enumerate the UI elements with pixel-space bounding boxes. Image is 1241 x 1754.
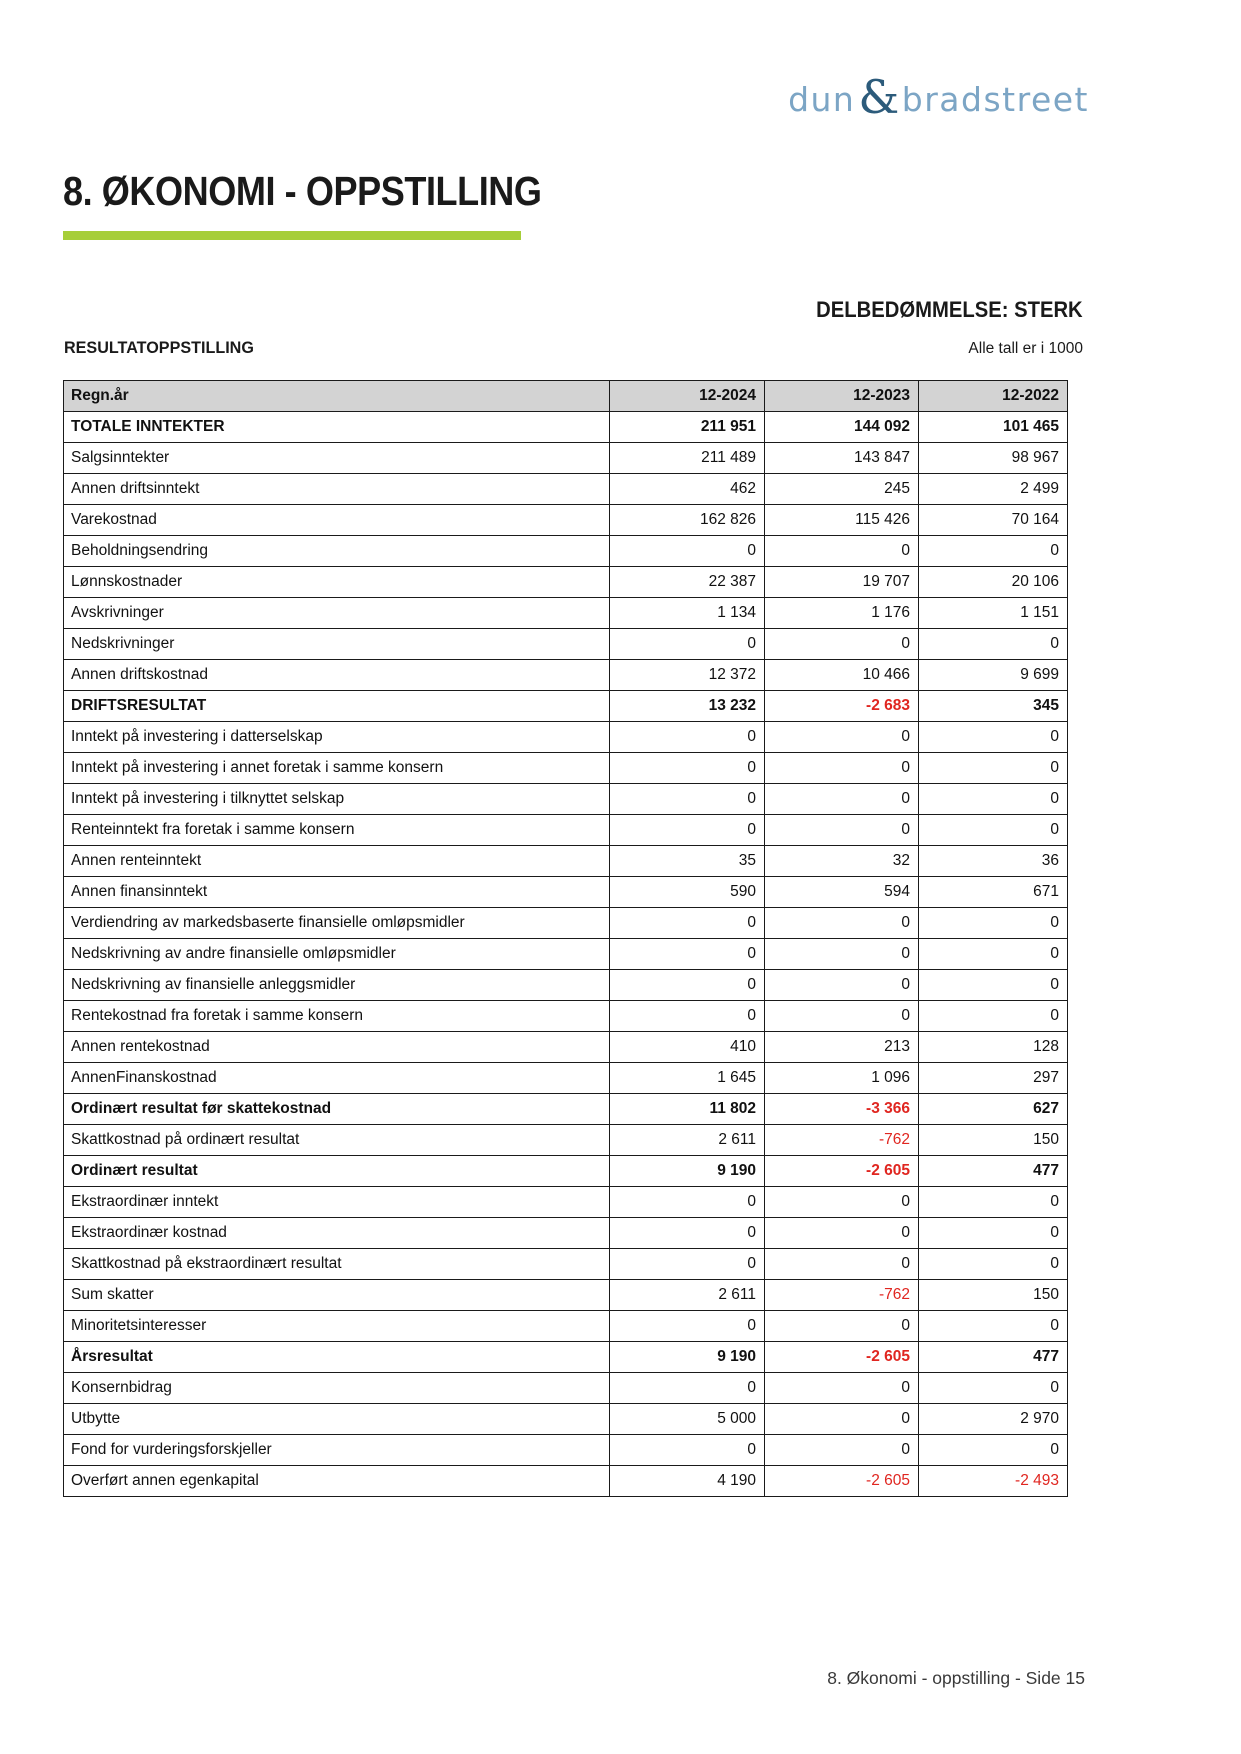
row-label: Avskrivninger [64,598,610,629]
row-label: Annen driftsinntekt [64,474,610,505]
row-value: 2 499 [919,474,1068,505]
row-value: 462 [610,474,765,505]
row-value: 144 092 [765,412,919,443]
row-value: 0 [919,1249,1068,1280]
row-value: 0 [919,722,1068,753]
page-title: 8. ØKONOMI - OPPSTILLING [63,168,542,214]
row-value: 20 106 [919,567,1068,598]
row-value: 11 802 [610,1094,765,1125]
logo-text-dun: dun [788,79,856,119]
row-value: 0 [610,1373,765,1404]
row-value: 0 [765,939,919,970]
row-value: 0 [610,629,765,660]
table-row [64,567,1068,598]
row-value: 10 466 [765,660,919,691]
table-row [64,1032,1068,1063]
row-label: Rentekostnad fra foretak i samme konsern [64,1001,610,1032]
row-value: 0 [610,1249,765,1280]
row-label: Annen finansinntekt [64,877,610,908]
row-value: 0 [610,536,765,567]
row-label: AnnenFinanskostnad [64,1063,610,1094]
table-row [64,1249,1068,1280]
row-value: 0 [919,908,1068,939]
row-label: Annen driftskostnad [64,660,610,691]
sub-assessment-label: DELBEDØMMELSE: STERK [816,297,1083,322]
row-value: 150 [919,1280,1068,1311]
row-value: 0 [610,1435,765,1466]
table-row [64,722,1068,753]
row-value: 9 190 [610,1156,765,1187]
table-row [64,846,1068,877]
row-value: 0 [765,629,919,660]
row-value: 101 465 [919,412,1068,443]
table-row [64,1156,1068,1187]
row-value: 0 [610,970,765,1001]
row-label: Annen renteinntekt [64,846,610,877]
row-label: Nedskrivning av andre finansielle omløpsmidler [64,939,610,970]
row-value: 477 [919,1156,1068,1187]
row-label: Beholdningsendring [64,536,610,567]
row-value: 35 [610,846,765,877]
table-row [64,1342,1068,1373]
row-label: Ekstraordinær inntekt [64,1187,610,1218]
row-value: 0 [919,1218,1068,1249]
row-value: 211 951 [610,412,765,443]
table-row [64,412,1068,443]
row-value: 671 [919,877,1068,908]
row-label: Årsresultat [64,1342,610,1373]
row-value: -2 605 [765,1466,919,1497]
row-value: 0 [765,536,919,567]
title-accent-bar [63,231,521,240]
row-value: 0 [919,629,1068,660]
row-value: 0 [765,815,919,846]
row-label: Lønnskostnader [64,567,610,598]
row-value: 4 190 [610,1466,765,1497]
row-value: 5 000 [610,1404,765,1435]
table-row [64,505,1068,536]
table-row [64,1404,1068,1435]
table-row [64,1001,1068,1032]
row-label: Sum skatter [64,1280,610,1311]
row-value: 0 [610,1187,765,1218]
row-label: Fond for vurderingsforskjeller [64,1435,610,1466]
table-row [64,1187,1068,1218]
table-row [64,1094,1068,1125]
table-row [64,629,1068,660]
row-value: 2 970 [919,1404,1068,1435]
row-value: 213 [765,1032,919,1063]
row-value: 0 [919,815,1068,846]
row-value: 410 [610,1032,765,1063]
table-row [64,970,1068,1001]
row-value: 32 [765,846,919,877]
row-value: 0 [610,1001,765,1032]
row-value: 0 [919,536,1068,567]
row-label: Nedskrivning av finansielle anleggsmidler [64,970,610,1001]
table-row [64,1466,1068,1497]
page-footer: 8. Økonomi - oppstilling - Side 15 [827,1668,1085,1688]
row-value: 1 645 [610,1063,765,1094]
table-row [64,753,1068,784]
row-label: Salgsinntekter [64,443,610,474]
row-label: Ordinært resultat [64,1156,610,1187]
table-row [64,908,1068,939]
income-statement-title: RESULTATOPPSTILLING [64,338,254,357]
row-value: 0 [919,784,1068,815]
row-value: -3 366 [765,1094,919,1125]
table-header-row [64,381,1068,412]
row-value: 0 [919,970,1068,1001]
table-row [64,1280,1068,1311]
row-value: 0 [610,1311,765,1342]
row-value: 0 [765,1435,919,1466]
row-value: 22 387 [610,567,765,598]
row-label: Varekostnad [64,505,610,536]
row-value: 0 [765,1218,919,1249]
row-value: 0 [610,722,765,753]
table-row [64,1218,1068,1249]
row-label: Skattkostnad på ordinært resultat [64,1125,610,1156]
row-value: 0 [765,1373,919,1404]
row-value: -2 493 [919,1466,1068,1497]
column-header-12-2023: 12-2023 [765,381,919,412]
row-value: 143 847 [765,443,919,474]
row-value: 1 176 [765,598,919,629]
row-label: Minoritetsinteresser [64,1311,610,1342]
row-value: 345 [919,691,1068,722]
table-row [64,474,1068,505]
row-value: 19 707 [765,567,919,598]
table-row [64,1435,1068,1466]
row-value: 0 [765,1311,919,1342]
row-label: Nedskrivninger [64,629,610,660]
table-row [64,815,1068,846]
row-value: 297 [919,1063,1068,1094]
row-value: 0 [765,1187,919,1218]
logo-text-bradstreet: bradstreet [901,79,1089,119]
row-value: 0 [610,753,765,784]
table-row [64,1311,1068,1342]
row-value: 0 [765,1404,919,1435]
row-value: 150 [919,1125,1068,1156]
row-value: 115 426 [765,505,919,536]
row-value: -762 [765,1125,919,1156]
row-value: 0 [919,1373,1068,1404]
row-value: 0 [765,970,919,1001]
row-value: 0 [610,815,765,846]
row-value: 0 [919,1187,1068,1218]
row-label: Renteinntekt fra foretak i samme konsern [64,815,610,846]
row-value: 0 [765,1001,919,1032]
dun-bradstreet-logo [788,70,1089,124]
table-row [64,660,1068,691]
row-label: Inntekt på investering i datterselskap [64,722,610,753]
row-value: 0 [765,722,919,753]
row-value: -2 683 [765,691,919,722]
table-row [64,536,1068,567]
row-value: 594 [765,877,919,908]
row-value: 0 [610,784,765,815]
row-label: Verdiendring av markedsbaserte finansielle omløpsmidler [64,908,610,939]
row-label: Annen rentekostnad [64,1032,610,1063]
row-value: 2 611 [610,1125,765,1156]
row-value: 0 [765,753,919,784]
row-value: -762 [765,1280,919,1311]
row-value: 1 096 [765,1063,919,1094]
row-value: 12 372 [610,660,765,691]
column-header-12-2022: 12-2022 [919,381,1068,412]
row-value: 0 [919,1311,1068,1342]
row-value: 627 [919,1094,1068,1125]
row-label: DRIFTSRESULTAT [64,691,610,722]
table-row [64,443,1068,474]
row-value: 0 [765,1249,919,1280]
table-row [64,691,1068,722]
table-row [64,1125,1068,1156]
row-value: 0 [919,1435,1068,1466]
row-value: 13 232 [610,691,765,722]
table-row [64,598,1068,629]
ampersand-icon: & [858,70,901,124]
row-value: 0 [765,908,919,939]
row-value: -2 605 [765,1342,919,1373]
table-row [64,1063,1068,1094]
row-value: 0 [919,753,1068,784]
row-value: 162 826 [610,505,765,536]
column-header-12-2024: 12-2024 [610,381,765,412]
row-value: 0 [610,908,765,939]
row-value: 211 489 [610,443,765,474]
row-label: Utbytte [64,1404,610,1435]
row-value: 9 699 [919,660,1068,691]
table-body [64,412,1068,1497]
row-label: Overført annen egenkapital [64,1466,610,1497]
table-row [64,877,1068,908]
row-value: 1 151 [919,598,1068,629]
row-value: 0 [765,784,919,815]
row-label: Konsernbidrag [64,1373,610,1404]
units-note: Alle tall er i 1000 [968,340,1083,357]
row-value: 36 [919,846,1068,877]
column-header-regnaar: Regn.år [64,381,610,412]
row-label: Inntekt på investering i tilknyttet selskap [64,784,610,815]
row-value: 98 967 [919,443,1068,474]
row-label: TOTALE INNTEKTER [64,412,610,443]
table-row [64,1373,1068,1404]
row-value: 590 [610,877,765,908]
table-row [64,784,1068,815]
table-row [64,939,1068,970]
row-value: 9 190 [610,1342,765,1373]
income-statement-table [63,380,1068,1497]
row-value: 2 611 [610,1280,765,1311]
row-label: Inntekt på investering i annet foretak i samme konsern [64,753,610,784]
row-value: -2 605 [765,1156,919,1187]
row-value: 0 [610,1218,765,1249]
row-label: Skattkostnad på ekstraordinært resultat [64,1249,610,1280]
row-value: 1 134 [610,598,765,629]
row-label: Ordinært resultat før skattekostnad [64,1094,610,1125]
row-value: 0 [919,939,1068,970]
row-label: Ekstraordinær kostnad [64,1218,610,1249]
row-value: 0 [610,939,765,970]
row-value: 245 [765,474,919,505]
row-value: 0 [919,1001,1068,1032]
row-value: 128 [919,1032,1068,1063]
row-value: 70 164 [919,505,1068,536]
row-value: 477 [919,1342,1068,1373]
